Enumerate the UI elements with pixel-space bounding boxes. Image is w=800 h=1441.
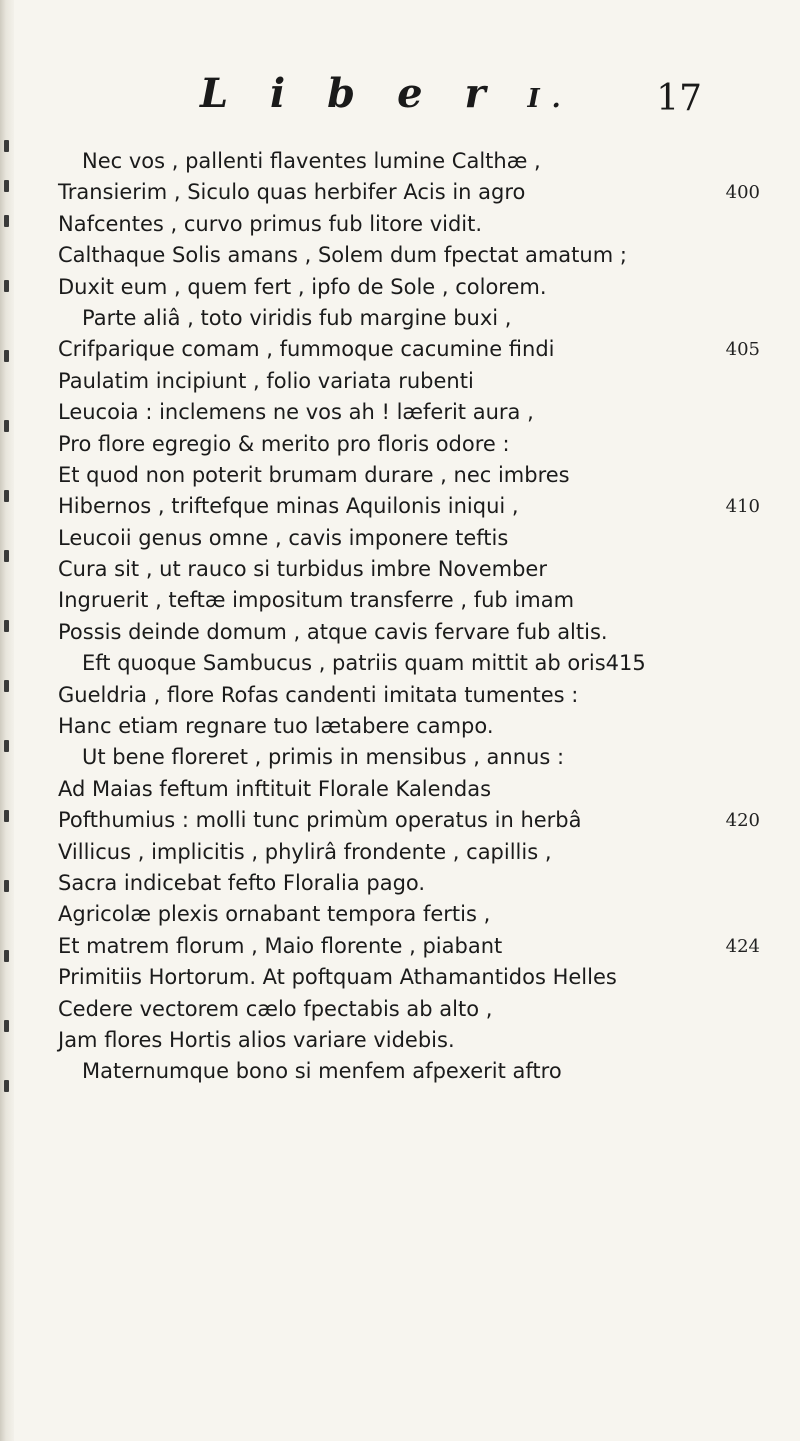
verse-line [58, 240, 778, 271]
verse-line [58, 523, 778, 554]
verse-line [58, 1056, 778, 1087]
verse-line [58, 899, 778, 930]
verse-line [58, 366, 778, 397]
verse-line [58, 177, 778, 208]
verse-text: Et matrem florum , Maio florente , piabant [58, 933, 503, 958]
verse-text: Villicus , implicitis , phylirâ frondente , capillis , [58, 839, 552, 864]
verse-text: Leucoii genus omne , cavis imponere teftis [58, 525, 509, 550]
verse-line [58, 931, 778, 962]
line-number: 400 [725, 182, 760, 204]
verse-line [58, 680, 778, 711]
verse-line [58, 585, 778, 616]
verse-line [58, 962, 778, 993]
verse-line [58, 774, 778, 805]
page-gutter [0, 0, 14, 1441]
verse-text: Duxit eum , quem fert , ipfo de Sole , colorem. [58, 274, 547, 299]
verse-text: Possis deinde domum , atque cavis fervare fub altis. [58, 619, 608, 644]
verse-text: Ingruerit , teftæ impositum transferre , fub imam [58, 588, 575, 613]
verse-text: Calthaque Solis amans , Solem dum fpectat amatum ; [58, 243, 627, 268]
verse-line [58, 429, 778, 460]
verse-text: Parte aliâ , toto viridis fub margine buxi , [82, 305, 512, 330]
page-header [200, 70, 720, 126]
verse-line [58, 460, 778, 491]
running-title [200, 70, 573, 117]
verse-line [58, 805, 778, 836]
verse-text: Hanc etiam regnare tuo lætabere campo. [58, 714, 494, 739]
verse-text: Pro flore egregio & merito pro floris odore : [58, 431, 510, 456]
verse-text: Ut bene floreret , primis in mensibus , annus : [82, 745, 565, 770]
verse-text: Primitiis Hortorum. At poftquam Athamantidos Helles [58, 965, 617, 990]
running-title-main: L i b e r [200, 70, 500, 117]
verse-line [58, 209, 778, 240]
verse-text: Ad Maias feftum inftituit Florale Kalendas [58, 776, 492, 801]
verse-text: Gueldria , flore Rofas candenti imitata tumentes : [58, 682, 579, 707]
verse-line [58, 1025, 778, 1056]
verse-line [58, 334, 778, 365]
verse-line [58, 491, 778, 522]
verse-text: Cedere vectorem cælo fpectabis ab alto , [58, 996, 493, 1021]
verse-text: Paulatim incipiunt , folio variata rubenti [58, 368, 474, 393]
verse-text: Hibernos , triftefque minas Aquilonis iniqui , [58, 494, 519, 519]
verse-text: Transierim , Siculo quas herbifer Acis in agro [58, 180, 526, 205]
verse-text: Jam flores Hortis alios variare videbis. [58, 1027, 455, 1052]
running-title-numeral: I. [527, 84, 573, 114]
verse-line [58, 272, 778, 303]
verse-line [58, 742, 778, 773]
line-number: 420 [725, 810, 760, 832]
line-number: 405 [725, 339, 760, 361]
line-number: 424 [725, 935, 760, 957]
verse-line [58, 994, 778, 1025]
verse-text: Pofthumius : molli tunc primùm operatus in herbâ [58, 808, 582, 833]
verse-text: Nec vos , pallenti flaventes lumine Calthæ , [82, 149, 541, 173]
verse-text: Cura sit , ut rauco si turbidus imbre November [58, 557, 547, 582]
verse-text: Crifparique comam , fummoque cacumine findi [58, 337, 555, 362]
verse-line [58, 617, 778, 648]
verse-text: Maternumque bono si menfem afpexerit aftro [82, 1059, 562, 1084]
verse-block [58, 146, 778, 1088]
verse-text: Nafcentes , curvo primus fub litore vidit. [58, 211, 483, 236]
verse-line [58, 303, 778, 334]
verse-line [58, 868, 778, 899]
verse-line [58, 648, 778, 679]
verse-line [58, 397, 778, 428]
verse-text: Leucoia : inclemens ne vos ah ! læferit aura , [58, 400, 534, 425]
verse-line [58, 837, 778, 868]
verse-text: Agricolæ plexis ornabant tempora fertis , [58, 902, 491, 927]
verse-text: Eft quoque Sambucus , patriis quam mittit ab oris415 [82, 651, 646, 676]
verse-text: Et quod non poterit brumam durare , nec imbres [58, 462, 570, 487]
line-number: 410 [725, 496, 760, 518]
verse-line [58, 146, 778, 177]
verse-text: Sacra indicebat fefto Floralia pago. [58, 870, 426, 895]
verse-line [58, 554, 778, 585]
gutter-marks [4, 120, 12, 1220]
page-number: 17 [656, 78, 702, 119]
verse-line [58, 711, 778, 742]
